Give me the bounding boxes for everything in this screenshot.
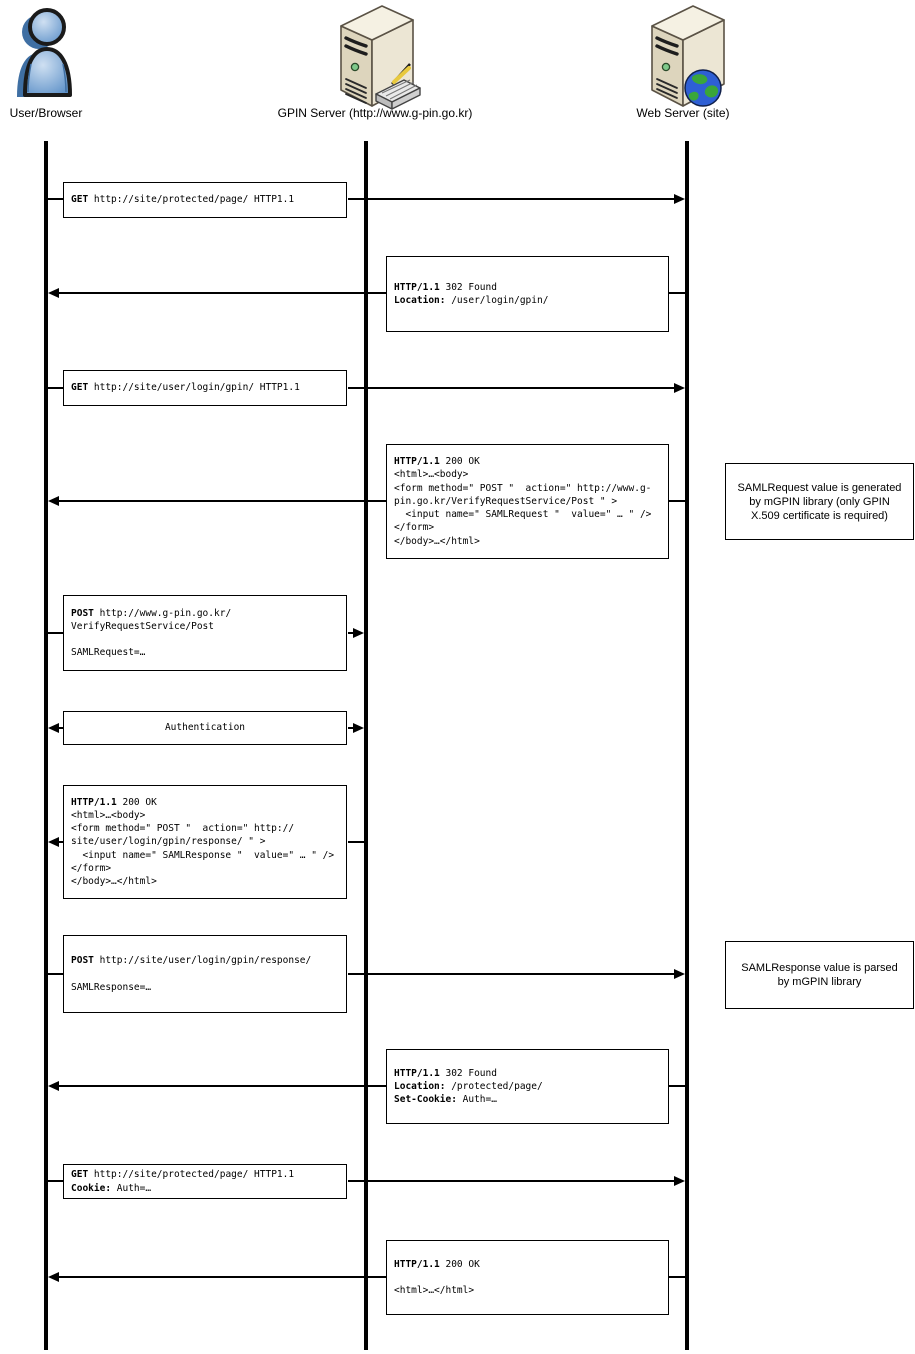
message-2-connector <box>669 292 685 294</box>
message-3-line <box>348 387 674 389</box>
message-8-box: POST http://site/user/login/gpin/response/ SAMLResponse=… <box>63 935 347 1013</box>
message-4-box: HTTP/1.1 200 OK <html>…<body> <form method=" POST " action=" http://www.g- pin.go.kr/VerifyRequestService/Post " > <input name=" SAMLRequest " value=" … " /> </form> </body>…</html> <box>386 444 669 559</box>
lifeline-web <box>685 141 689 1350</box>
message-5-box: POST http://www.g-pin.go.kr/ VerifyRequestService/Post SAMLRequest=… <box>63 595 347 671</box>
server-globe-icon <box>643 0 729 110</box>
message-11-box: HTTP/1.1 200 OK <html>…</html> <box>386 1240 669 1315</box>
lifeline-gpin <box>364 141 368 1350</box>
server-keyboard-icon <box>332 0 422 110</box>
actor-label-user: User/Browser <box>9 106 83 120</box>
message-2-box: HTTP/1.1 302 Found Location: /user/login/gpin/ <box>386 256 669 332</box>
message-9-line <box>59 1085 386 1087</box>
message-8-line <box>348 973 674 975</box>
message-10-line <box>348 1180 674 1182</box>
message-6-arrowhead-right <box>353 723 364 733</box>
note-samlresponse: SAMLResponse value is parsed by mGPIN library <box>725 941 914 1009</box>
message-7-box: HTTP/1.1 200 OK <html>…<body> <form method=" POST " action=" http:// site/user/login/gpin/response/ " > <input name=" SAMLResponse " value=" … " /> </form> </body>…</html> <box>63 785 347 899</box>
message-3-connector <box>46 387 64 389</box>
message-11-arrowhead <box>48 1272 59 1282</box>
message-7-arrowhead <box>48 837 59 847</box>
message-6-box: Authentication <box>63 711 347 745</box>
message-3-box: GET http://site/user/login/gpin/ HTTP1.1 <box>63 370 347 406</box>
message-2-line <box>59 292 386 294</box>
message-1-box: GET http://site/protected/page/ HTTP1.1 <box>63 182 347 218</box>
message-4-connector <box>669 500 685 502</box>
message-4-line <box>59 500 386 502</box>
message-9-box: HTTP/1.1 302 Found Location: /protected/page/ Set-Cookie: Auth=… <box>386 1049 669 1124</box>
person-icon <box>14 4 82 102</box>
message-7-connector <box>348 841 366 843</box>
message-11-line <box>59 1276 386 1278</box>
message-5-arrowhead <box>353 628 364 638</box>
message-4-arrowhead <box>48 496 59 506</box>
message-10-arrowhead <box>674 1176 685 1186</box>
message-10-box: GET http://site/protected/page/ HTTP1.1 Cookie: Auth=… <box>63 1164 347 1199</box>
message-6-arrowhead-left <box>48 723 59 733</box>
message-10-connector <box>46 1180 64 1182</box>
lifeline-user <box>44 141 48 1350</box>
message-8-connector <box>46 973 64 975</box>
message-2-arrowhead <box>48 288 59 298</box>
message-8-arrowhead <box>674 969 685 979</box>
message-1-connector <box>46 198 64 200</box>
note-samlrequest: SAMLRequest value is generated by mGPIN library (only GPIN X.509 certificate is required) <box>725 463 914 540</box>
actor-label-gpin: GPIN Server (http://www.g-pin.go.kr) <box>277 106 473 120</box>
globe-icon <box>685 70 721 106</box>
message-5-connector <box>46 632 64 634</box>
message-11-connector <box>669 1276 685 1278</box>
message-9-connector <box>669 1085 685 1087</box>
message-1-arrowhead <box>674 194 685 204</box>
message-1-line <box>348 198 674 200</box>
message-3-arrowhead <box>674 383 685 393</box>
message-9-arrowhead <box>48 1081 59 1091</box>
actor-label-web: Web Server (site) <box>636 106 730 120</box>
